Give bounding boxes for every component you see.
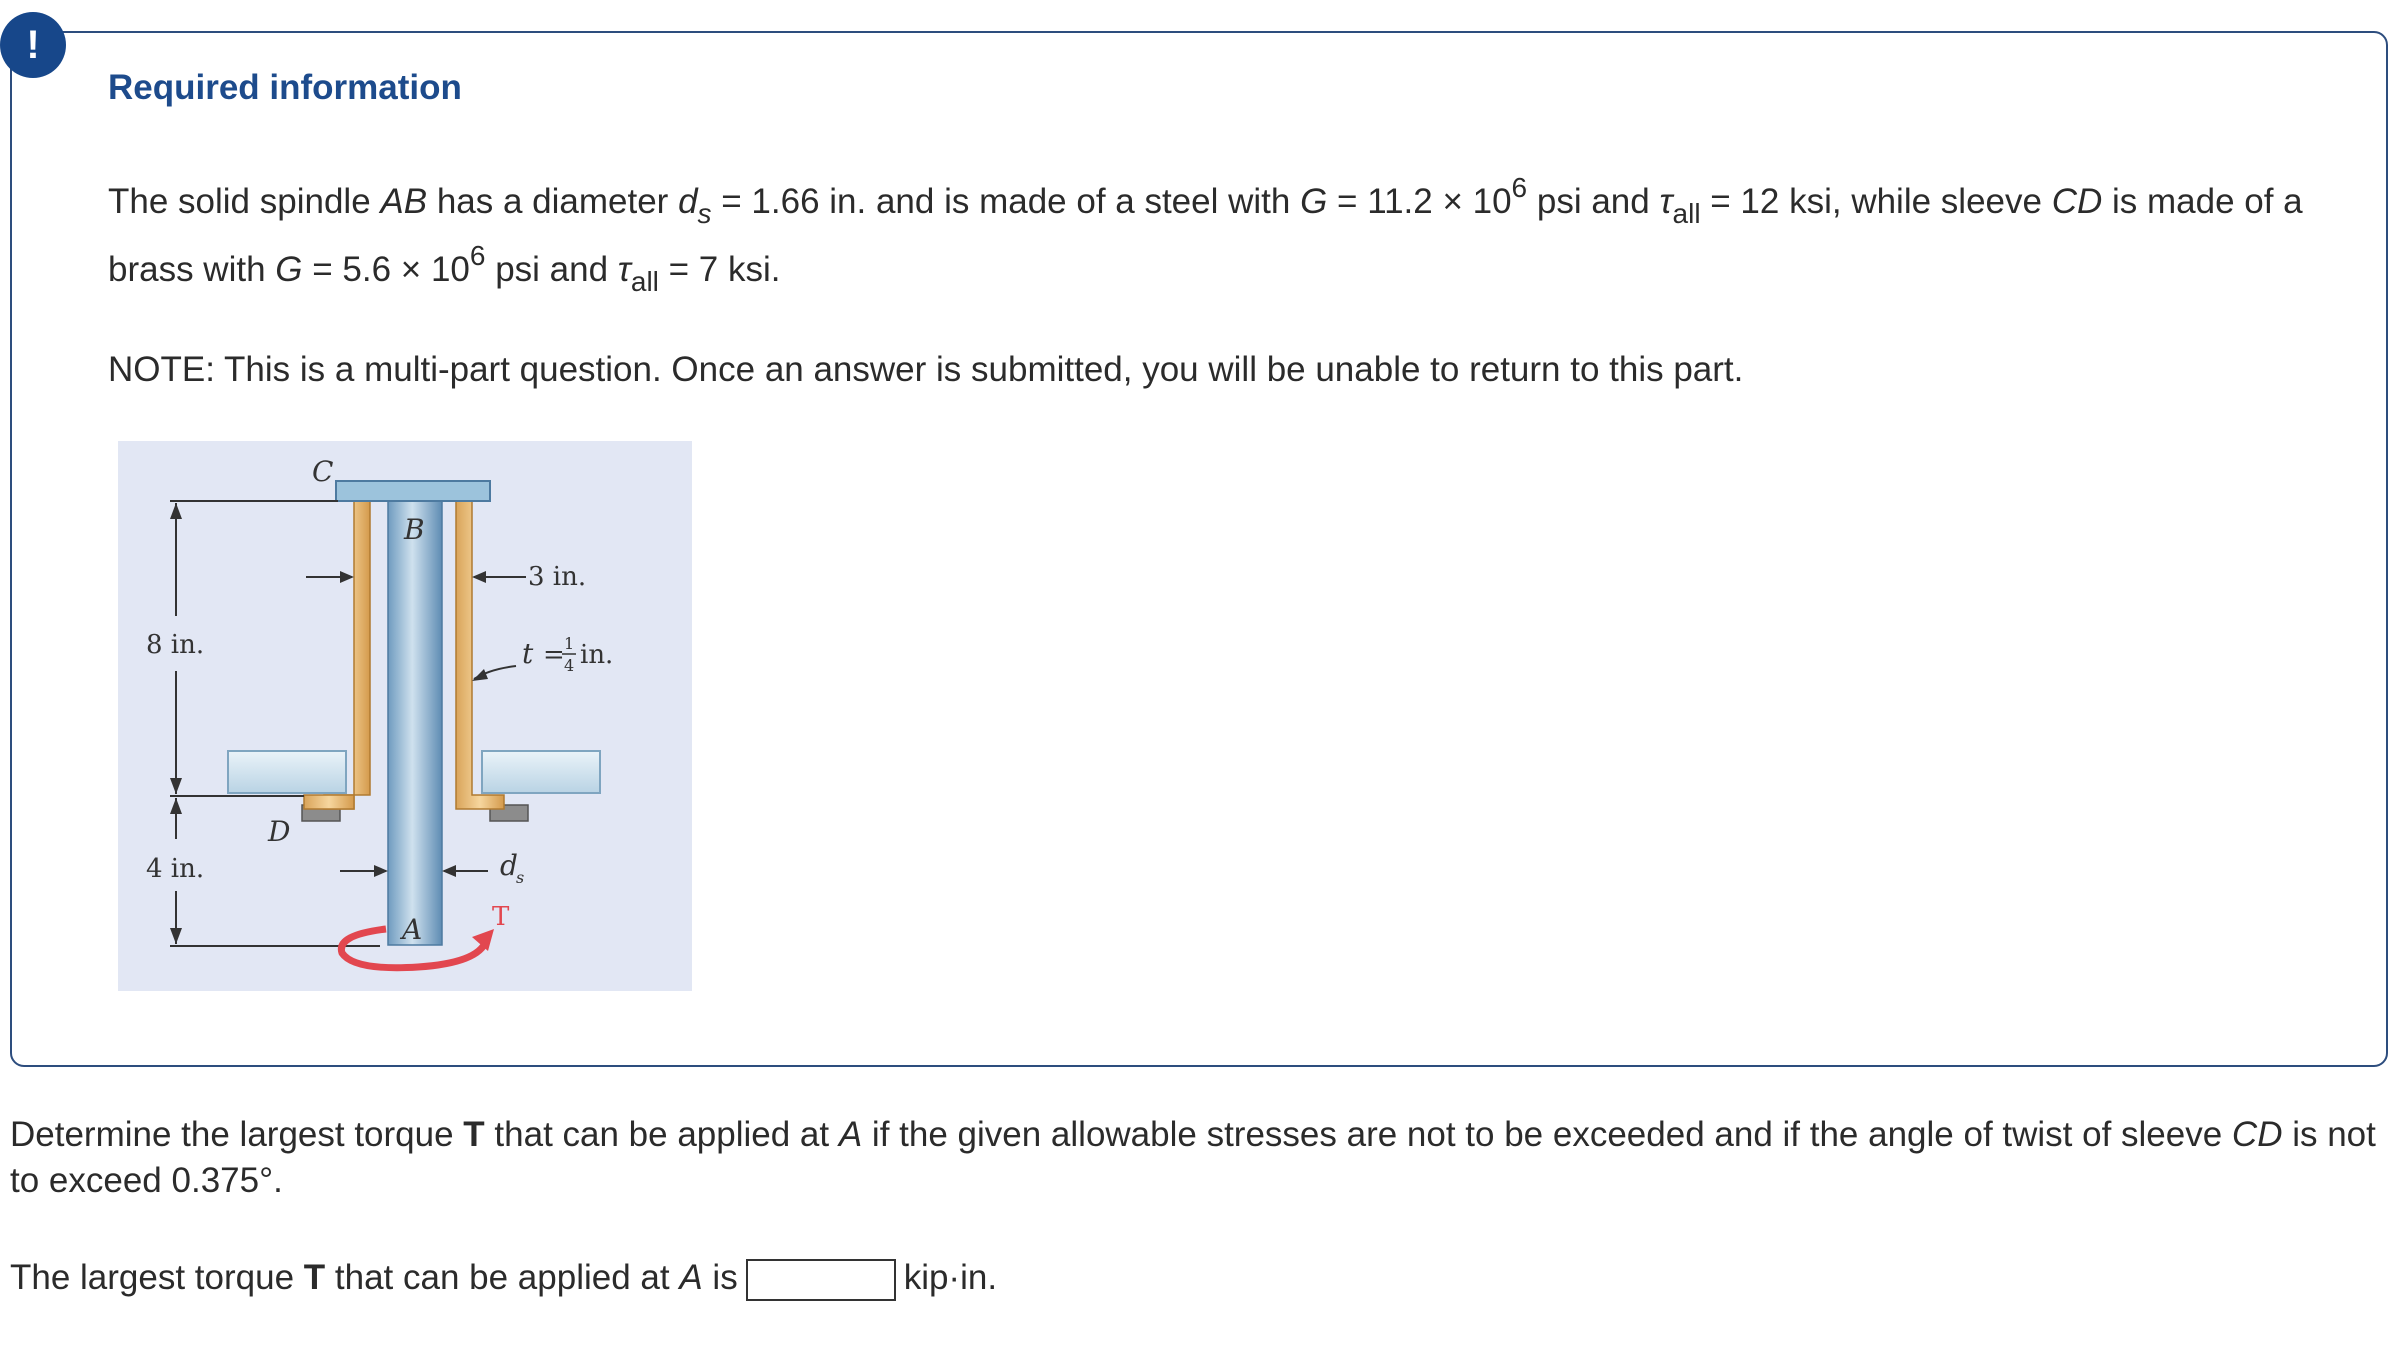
dim-den: 4 xyxy=(564,656,575,675)
dim-ds: d xyxy=(500,849,518,882)
dim-eq: = xyxy=(543,640,565,670)
sleeve-left-flange xyxy=(304,795,354,809)
answer-unit: kip·in. xyxy=(903,1258,998,1297)
dim-num: 1 xyxy=(564,634,575,653)
right-support-plate xyxy=(482,751,600,793)
dim-8in: 8 in. xyxy=(146,630,205,660)
spindle-sleeve-figure xyxy=(118,441,692,991)
dim-t: t xyxy=(522,637,534,670)
dim-ds-sub: s xyxy=(516,868,525,887)
exclamation-icon: ! xyxy=(0,12,66,78)
spindle-sleeve-diagram xyxy=(118,441,692,991)
multi-part-note: NOTE: This is a multi-part question. Once an answer is submitted, you will be unable to return to this part. xyxy=(108,350,1744,389)
torque-answer-input[interactable] xyxy=(746,1259,896,1301)
answer-line: The largest torque T that can be applied at A is kip·in. xyxy=(10,1253,997,1303)
dim-3in: 3 in. xyxy=(528,562,587,592)
label-b: B xyxy=(404,513,425,546)
label-c: C xyxy=(312,455,334,488)
label-a: A xyxy=(402,913,423,946)
label-t: T xyxy=(492,902,510,932)
top-cap xyxy=(336,481,490,501)
label-d: D xyxy=(268,815,291,848)
dim-unit: in. xyxy=(580,640,614,670)
left-support-plate xyxy=(228,751,346,793)
question-prompt: Determine the largest torque T that can be applied at A if the given allowable stresses are not to be exceeded and if the angle of twist of sleeve CD is not to exceed 0.375°. xyxy=(10,1115,2376,1200)
required-information-title: Required information xyxy=(108,68,462,107)
dim-4in: 4 in. xyxy=(146,854,205,884)
spindle-shaft xyxy=(388,499,442,945)
problem-statement: The solid spindle AB has a diameter $d_s = 1.66$ in. and is made of a steel with $G = 11.2 \times 10^6$ psi and $\tau_{all} = 12$ ksi, while sleeve CD is made of a brass with $G = 5.6 \times 10^6$ psi and $\tau_{all} = 7$ ksi. xyxy=(108,172,2303,297)
